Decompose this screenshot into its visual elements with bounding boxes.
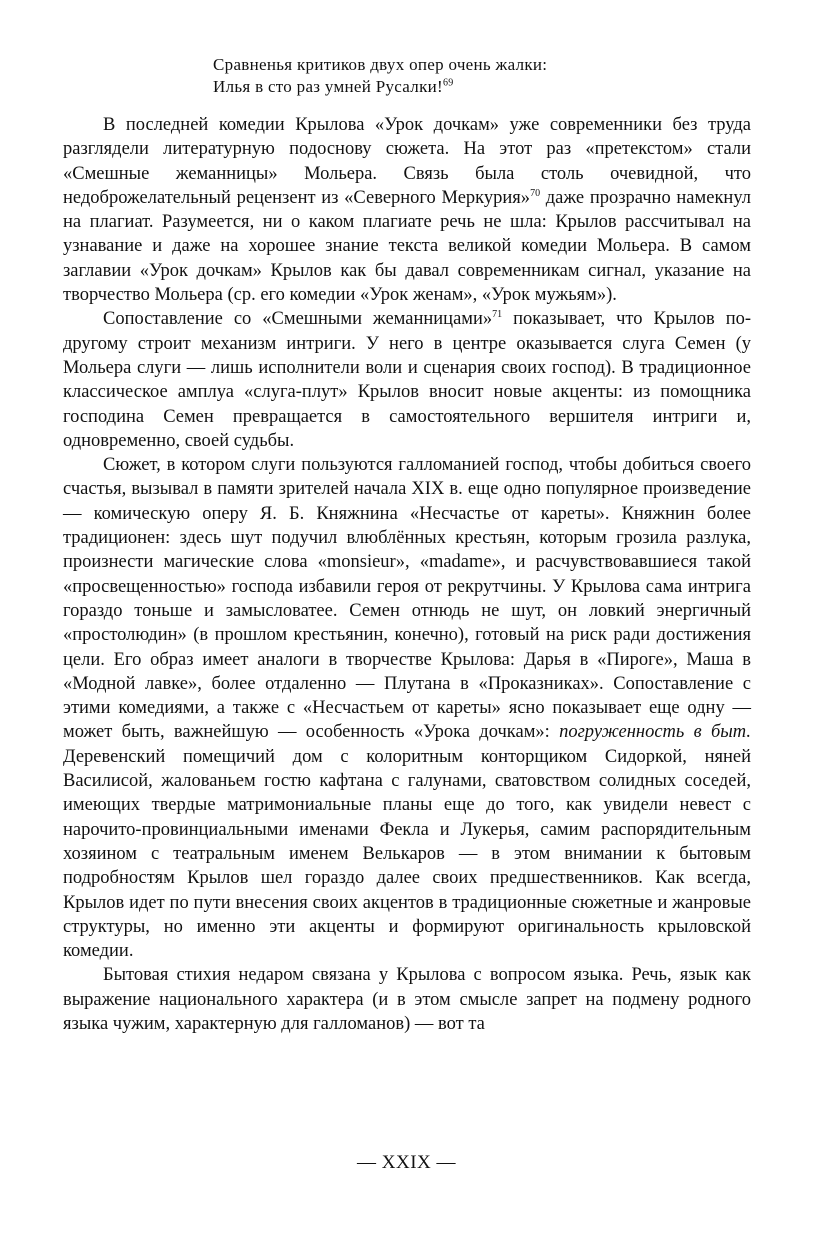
paragraph-2 (63, 307, 751, 453)
epigraph (213, 54, 713, 98)
footnote-ref-69[interactable]: 69 (443, 77, 454, 89)
paragraph-3-text-a: Сюжет, в котором слуги пользуются галломанией господ, чтобы добиться своего счастья, вызывал в памяти зрителей начала XIX в. еще одно популярное произведение — комическую оперу Я. Б. Княжнина «Несчастье от кареты». Княжнин более традиционен: здесь шут подучил влюблённых крестьян, которым грозила разлука, произнести магические слова «monsieur», «madame», и расчувствовавшиеся такой «просвещенностью» господа избавили героя от рекрутчины. У Крылова сама интрига гораздо тоньше и замысловатее. Семен отнюдь не шут, он ловкий энергичный «простолюдин» (в прошлом крестьянин, конечно), готовый на риск ради достижения цели. Его образ имеет аналоги в творчестве Крылова: Дарья в «Пироге», Маша в «Модной лавке», более отдаленно — Плутана в «Проказниках». Сопоставление с этими комедиями, а также с «Несчастьем от кареты» ясно показывает еще одну — может быть, важнейшую — особенность «Урока дочкам»: (63, 455, 751, 743)
page-number: — XXIX — (357, 1152, 456, 1173)
epigraph-line-2-text: Илья в сто раз умней Русалки! (213, 77, 443, 96)
paragraph-1-text-a: В последней комедии Крылова «Урок дочкам» уже современники без труда разглядели литературную подоснову сюжета. На этот раз «претекстом» стали «Смешные жеманницы» Мольера. Связь была столь очевидной, что недоброжелательный рецензент из «Северного Меркурия» (63, 115, 751, 208)
footnote-ref-70[interactable]: 70 (530, 187, 541, 199)
paragraph-1 (63, 113, 751, 307)
paragraph-4 (63, 963, 751, 1036)
paragraph-2-text-a: Сопоставление со «Смешными жеманницами» (103, 309, 493, 330)
paragraph-1-text-b: даже прозрачно намекнул на плагиат. Разумеется, ни о каком плагиате речь не шла: Крылов рассчитывал на узнавание и даже на хорошее знание текста великой комедии Мольера. В самом заглавии «Урок дочкам» Крылов как бы давал современникам сигнал, указание на творчество Мольера (ср. его комедии «Урок женам», «Урок мужьям»). (63, 187, 751, 306)
paragraph-3-text-b: Деревенский помещичий дом с колоритным конторщиком Сидоркой, няней Василисой, жалованьем гостю кафтана с галунами, сватовством солидных соседей, имеющих твердые матримониальные планы еще до того, как увидели невест с нарочито-провинциальными именами Фекла и Лукерья, самим распорядительным хозяином с театральным именем Велькаров — в этом внимании к бытовым подробностям Крылов шел гораздо далее своих предшественников. Как всегда, Крылов идет по пути внесения своих акцентов в традиционные сюжетные и жанровые структуры, но именно эти акценты и формируют оригинальность крыловской комедии. (63, 746, 751, 962)
footnote-ref-71[interactable]: 71 (492, 309, 503, 321)
body-text (63, 113, 751, 1036)
epigraph-line-1: Сравненья критиков двух опер очень жалки: (213, 55, 548, 74)
paragraph-4-text-a: Бытовая стихия недаром связана у Крылова с вопросом языка. Речь, язык как выражение национального характера (и в этом смысле запрет на подмену родного языка чужим, характерную для галломанов) — вот та (63, 965, 751, 1034)
paragraph-2-text-b: показывает, что Крылов по-другому строит механизм интриги. У него в центре оказывается слуга Семен (у Мольера слуги — лишь исполнители воли и сценария своих господ). В традиционное классическое амплуа «слуга-плут» Крылов вносит новые акценты: из помощника господина Семен превращается в самостоятельного вершителя интриги и, одновременно, своей судьбы. (63, 309, 752, 451)
paragraph-3-italic: погруженность в быт. (559, 722, 751, 743)
epigraph-line-2 (213, 76, 713, 98)
paragraph-3 (63, 453, 751, 963)
